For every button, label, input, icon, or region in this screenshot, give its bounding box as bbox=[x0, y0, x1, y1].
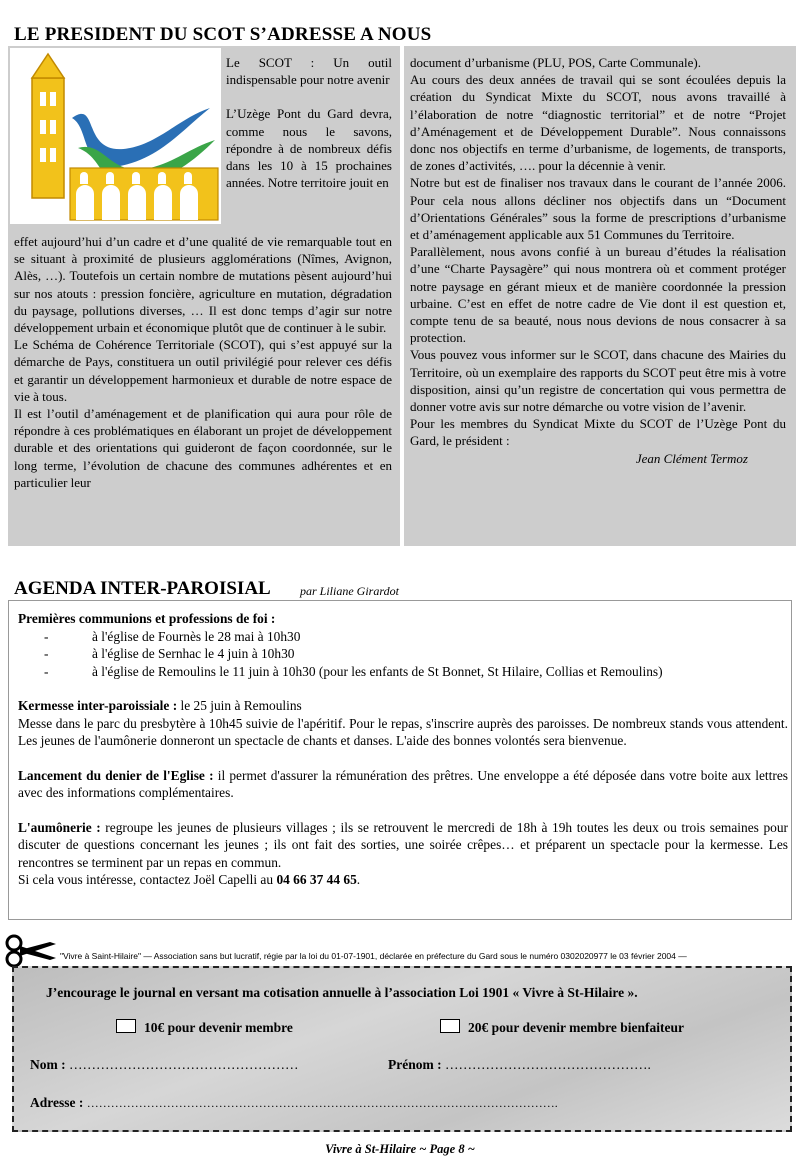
scissors-icon bbox=[4, 934, 58, 968]
prenom-label: Prénom : bbox=[388, 1057, 442, 1072]
adresse-dots[interactable]: ………………………………………………………………………………………………………. bbox=[86, 1096, 558, 1110]
scot-paragraph: Parallèlement, nous avons confié à un bureau d’études la réalisation d’une “Charte Paysagère” qui nous montrera où et comment protéger notre paysage en gérant mieux et de manière coordonnée la pression urbaine. C’est en effet de notre cadre de Vie dont il est question et, compte tenu de sa beauté, nous nous devions de nous consacrer à sa protection. bbox=[410, 244, 786, 346]
scot-paragraph: Le Schéma de Cohérence Territoriale (SCOT), qui s’est appuyé sur la démarche de Pays, constituera un outil privilégié pour relever ces défis et garantir un développement harmonieux et durable de notre espace de vie à tous. bbox=[14, 337, 392, 404]
adresse-label: Adresse : bbox=[30, 1095, 84, 1110]
nom-dots[interactable]: …………………………………………… bbox=[69, 1057, 299, 1072]
scot-logo bbox=[10, 48, 221, 224]
option-member-label: 10€ pour devenir membre bbox=[144, 1020, 293, 1035]
nom-field[interactable] bbox=[30, 1057, 299, 1073]
contact-text: Si cela vous intéresse, contactez Joël Capelli au bbox=[18, 872, 277, 887]
adresse-field[interactable] bbox=[30, 1095, 558, 1111]
scot-right-text bbox=[410, 54, 786, 467]
denier-title: Lancement du denier de l'Eglise : bbox=[18, 767, 214, 783]
list-item: - à l'église de Sernhac le 4 juin à 10h30 bbox=[18, 645, 788, 663]
scot-paragraph: Vous pouvez vous informer sur le SCOT, dans chacune des Mairies du Territoire, où un exemplaire des rapports du SCOT peut être mis à votre disposition, ainsi qu’un registre de concertation qui vous permettra de donner votre avis sur notre démarche ou votre vision de l’avenir. bbox=[410, 347, 786, 415]
agenda-byline: par Liliane Girardot bbox=[300, 584, 399, 598]
denier-text: il permet d'assurer la rémunération des prêtres. Une enveloppe a été déposée dans votre boite aux lettres avec des informations complémentaires. bbox=[18, 767, 788, 800]
contact-phone: 04 66 37 44 65 bbox=[276, 872, 357, 887]
list-item: - à l'église de Remoulins le 11 juin à 10h30 (pour les enfants de St Bonnet, St Hilaire, Collias et Remoulins) bbox=[18, 663, 788, 681]
aumonerie-title: L'aumônerie : bbox=[18, 819, 101, 835]
agenda-content bbox=[18, 610, 788, 889]
scot-intro-title: Le SCOT : Un outil indispensable pour notre avenir bbox=[226, 55, 392, 88]
scot-paragraph: Au cours des deux années de travail qui se sont écoulées depuis la création du Syndicat Mixte du SCOT, nous avons travaillé à l’élaboration de notre “diagnostic territorial” et de notre “Projet d’Aménagement et de Développement Durable”. Nous connaissons donc nos objectifs en terme d’urbanisme, de logements, de transports, de zones d’activités, …. pour la décennie à venir. bbox=[410, 72, 786, 174]
option-benefactor[interactable] bbox=[440, 1019, 684, 1036]
aumonerie-text: regroupe les jeunes de plusieurs villages ; ils se retrouvent le mercredi de 18h à 19h toutes les deux ou trois semaines pour discuter de questions concernant les jeunes ; ils ont fait des sorties, une soirée crêpes… et préparent un spectacle pour la kermesse. Les rencontres se terminent par un repas en commun. bbox=[18, 819, 788, 870]
prenom-dots[interactable]: ………………………………………. bbox=[444, 1057, 651, 1072]
scot-left-bottom-text bbox=[14, 233, 392, 491]
benefactor-checkbox[interactable] bbox=[440, 1019, 460, 1033]
communions-title: Premières communions et professions de foi : bbox=[18, 611, 276, 626]
prenom-field[interactable] bbox=[388, 1057, 651, 1073]
legal-note: "Vivre à Saint-Hilaire" — Association sans but lucratif, régie par la loi du 01-07-1901, déclarée en préfecture du Gard sous le numéro 0302020977 le 03 février 2004 — bbox=[60, 951, 687, 961]
contact-end: . bbox=[356, 872, 361, 887]
option-member[interactable] bbox=[116, 1019, 293, 1036]
scot-signature: Jean Clément Termoz bbox=[635, 450, 748, 466]
scot-paragraph: Pour les membres du Syndicat Mixte du SCOT de l’Uzège Pont du Gard, le président : bbox=[410, 416, 786, 449]
scot-logo-image bbox=[10, 48, 221, 224]
scot-paragraph: L’Uzège Pont du Gard devra, comme nous le savons, répondre à de nombreux défis dans les 10 à 15 prochaines années. Notre territoire jouit en bbox=[226, 106, 392, 191]
nom-label: Nom : bbox=[30, 1057, 66, 1072]
scot-paragraph: Notre but est de finaliser nos travaux dans le courant de l’année 2006. Pour cela nous allons décliner nos objectifs dans un “Document d’Orientations Générales” sous la forme de prescriptions d’urbanisme et d’aménagement applicable aux 51 Communes du Territoire. bbox=[410, 175, 786, 243]
option-benefactor-label: 20€ pour devenir membre bienfaiteur bbox=[468, 1020, 684, 1035]
coupon-headline: J’encourage le journal en versant ma cotisation annuelle à l’association Loi 1901 « Vivre à St-Hilaire ». bbox=[46, 985, 638, 1000]
scot-paragraph: Il est l’outil d’aménagement et de planification qui aura pour rôle de répondre à ces problématiques en élaborant un projet de développement durable et des orientations qui guideront de façon coordonnée, sur le long terme, l’évolution de chacune des communes adhérentes et en particulier leur bbox=[14, 406, 392, 490]
kermesse-text: Messe dans le parc du presbytère à 10h45 suivie de l'apéritif. Pour le repas, s'inscrire auprès des paroisses. De nombreux stands vous attendent. Les jeunes de l'aumônerie donneront un spectacle de chants et danses. L'aide des bonnes volontés sera bienvenue. bbox=[18, 715, 788, 748]
agenda-heading: AGENDA INTER-PAROISIAL bbox=[14, 578, 271, 599]
member-checkbox[interactable] bbox=[116, 1019, 136, 1033]
scot-paragraph: effet aujourd’hui d’un cadre et d’une qualité de vie remarquable tout en se situant à proximité de plusieurs agglomérations (Nîmes, Avignon, Alès, …). Toutefois un certain nombre de mutations pèsent aujourd’hui sur nos atouts : pression foncière, agriculture en mutation, dégradation du paysage, pollutions diverses, … Il est donc temps d’agir sur notre développement urbain et économique plutôt que de continuer à le subir. bbox=[14, 234, 392, 336]
page-footer: Vivre à St-Hilaire ~ Page 8 ~ bbox=[325, 1142, 475, 1156]
list-item: - à l'église de Fournès le 28 mai à 10h30 bbox=[18, 628, 788, 646]
scot-paragraph: document d’urbanisme (PLU, POS, Carte Communale). bbox=[410, 55, 702, 70]
kermesse-date: le 25 juin à Remoulins bbox=[177, 698, 302, 713]
kermesse-title: Kermesse inter-paroissiale : bbox=[18, 698, 178, 713]
scot-left-top-text bbox=[226, 54, 392, 191]
scot-heading: LE PRESIDENT DU SCOT S’ADRESSE A NOUS bbox=[14, 24, 432, 45]
